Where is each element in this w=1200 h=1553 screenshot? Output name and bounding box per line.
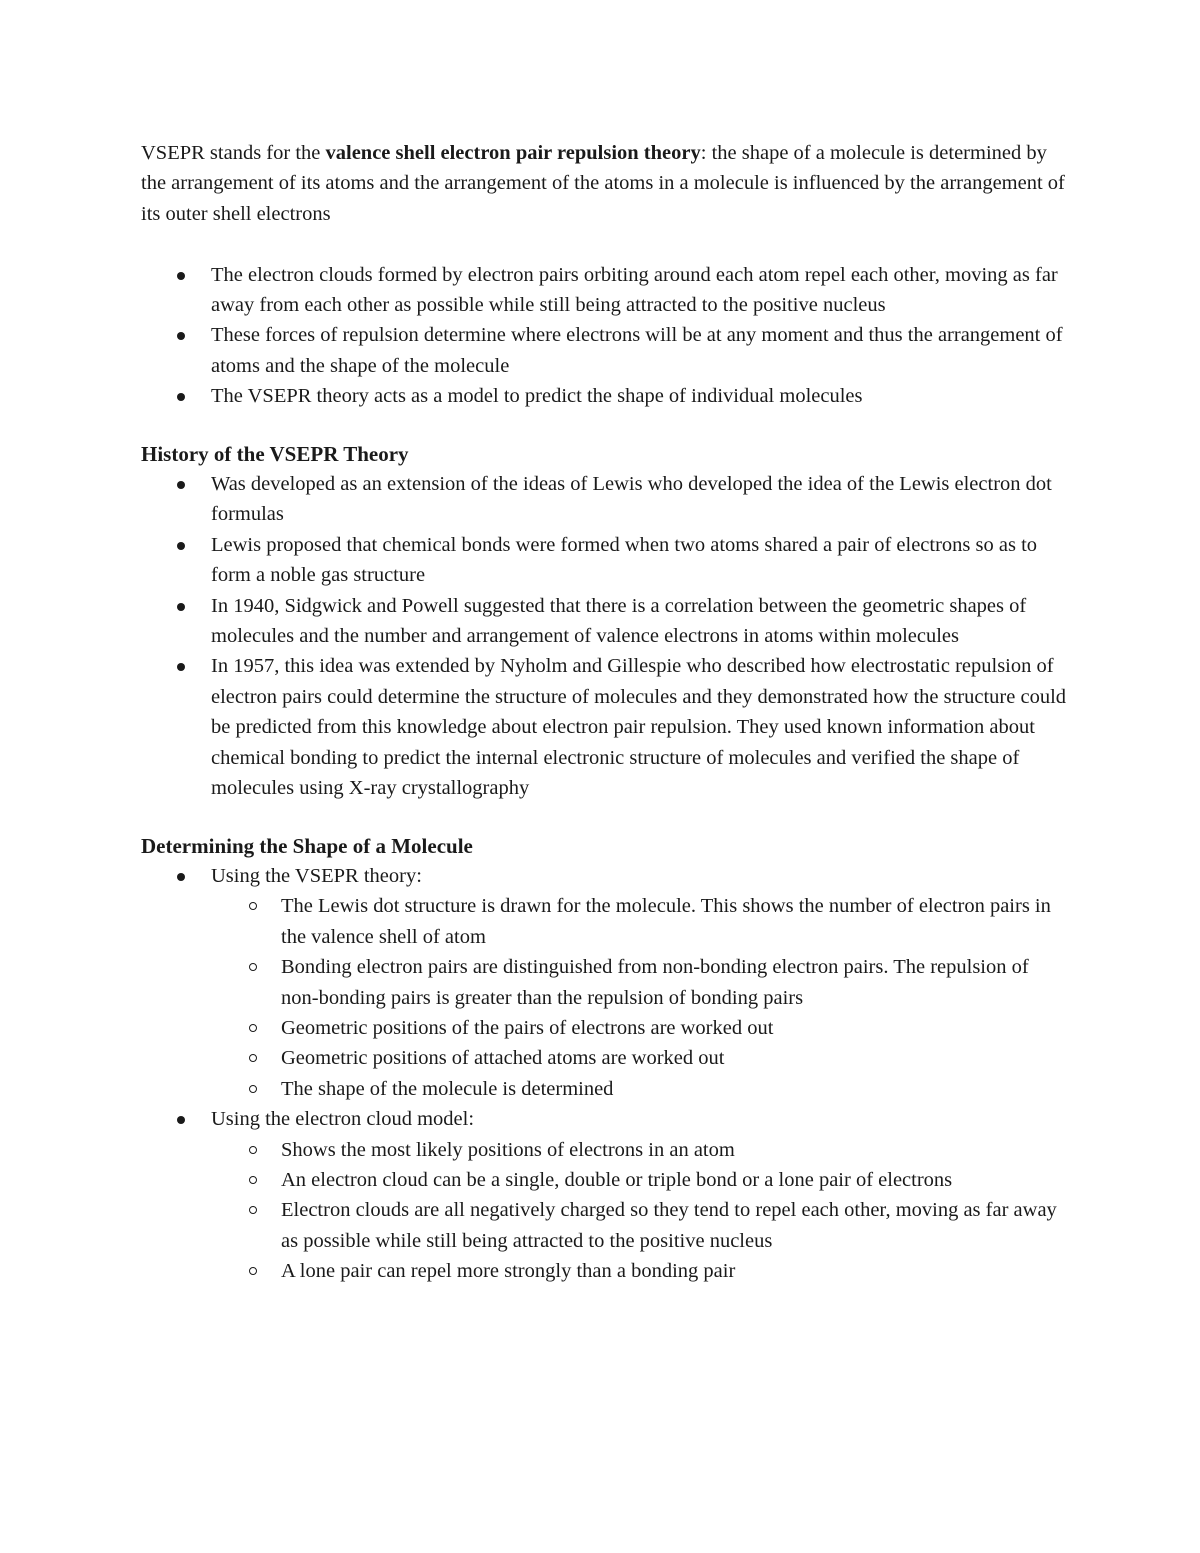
list-item bbox=[141, 469, 1066, 530]
list-item bbox=[141, 861, 1066, 1104]
history-bullet-list bbox=[141, 469, 1066, 803]
sub-list-item: Bonding electron pairs are distinguished from non-bonding electron pairs. The repulsion of non-bonding pairs is greater than the repulsion of bonding pairs bbox=[211, 952, 1066, 1013]
bullet-text: Using the VSEPR theory: bbox=[211, 864, 422, 887]
sub-list-item: Electron clouds are all negatively charged so they tend to repel each other, moving as far away as possible while still being attracted to the positive nucleus bbox=[211, 1195, 1066, 1256]
list-item bbox=[141, 1104, 1066, 1286]
intro-prefix: VSEPR stands for the bbox=[141, 142, 326, 164]
list-item bbox=[141, 530, 1066, 591]
list-item bbox=[141, 651, 1066, 803]
sub-bullet-list bbox=[211, 1135, 1066, 1287]
list-item bbox=[141, 381, 1066, 411]
spacer bbox=[141, 804, 1066, 831]
bullet-text: Using the electron cloud model: bbox=[211, 1108, 475, 1131]
list-item bbox=[141, 260, 1066, 321]
sub-bullet-list bbox=[211, 891, 1066, 1104]
sub-list-item: The Lewis dot structure is drawn for the molecule. This shows the number of electron pairs in the valence shell of atom bbox=[211, 891, 1066, 952]
bullet-text: The electron clouds formed by electron pairs orbiting around each atom repel each other, moving as far away from each other as possible while still being attracted to the positive nucleus bbox=[211, 263, 1058, 317]
intro-bold-term: valence shell electron pair repulsion theory bbox=[325, 142, 701, 164]
bullet-text: The VSEPR theory acts as a model to predict the shape of individual molecules bbox=[211, 385, 863, 408]
sub-list-item: Geometric positions of the pairs of electrons are worked out bbox=[211, 1013, 1066, 1043]
bullet-text: These forces of repulsion determine where electrons will be at any moment and thus the arrangement of atoms and the shape of the molecule bbox=[211, 324, 1063, 377]
list-item bbox=[141, 320, 1066, 381]
intro-bullet-list bbox=[141, 260, 1066, 412]
intro-suffix: : the shape of a molecule is determined by the arrangement of its atoms and the arrangement of the atoms in a molecule is influenced by the arrangement of its outer shell electrons bbox=[141, 142, 1065, 225]
sub-list-item: Shows the most likely positions of electrons in an atom bbox=[211, 1135, 1066, 1165]
shape-bullet-list bbox=[141, 861, 1066, 1287]
bullet-text: In 1957, this idea was extended by Nyholm and Gillespie who described how electrostatic repulsion of electron pairs could determine the structure of molecules and they demonstrated how the structure could be predicted from this knowledge about electron pair repulsion. They used known information about chemical bonding to predict the internal electronic structure of molecules and verified the shape of molecules using X-ray crystallography bbox=[211, 655, 1067, 800]
spacer bbox=[141, 412, 1066, 439]
bullet-text: In 1940, Sidgwick and Powell suggested that there is a correlation between the geometric shapes of molecules and the number and arrangement of valence electrons in atoms within molecules bbox=[211, 594, 1027, 648]
shape-heading: Determining the Shape of a Molecule bbox=[141, 833, 473, 858]
document-page bbox=[141, 138, 1066, 1287]
sub-list-item: Geometric positions of attached atoms are worked out bbox=[211, 1043, 1066, 1073]
list-item bbox=[141, 591, 1066, 652]
bullet-text: Lewis proposed that chemical bonds were formed when two atoms shared a pair of electrons so as to form a noble gas structure bbox=[211, 533, 1038, 587]
intro-paragraph bbox=[141, 138, 1066, 229]
sub-list-item: A lone pair can repel more strongly than a bonding pair bbox=[211, 1256, 1066, 1286]
spacer bbox=[141, 229, 1066, 259]
sub-list-item: The shape of the molecule is determined bbox=[211, 1074, 1066, 1104]
history-heading: History of the VSEPR Theory bbox=[141, 441, 409, 466]
sub-list-item: An electron cloud can be a single, double or triple bond or a lone pair of electrons bbox=[211, 1165, 1066, 1195]
bullet-text: Was developed as an extension of the ideas of Lewis who developed the idea of the Lewis electron dot formulas bbox=[211, 473, 1052, 526]
